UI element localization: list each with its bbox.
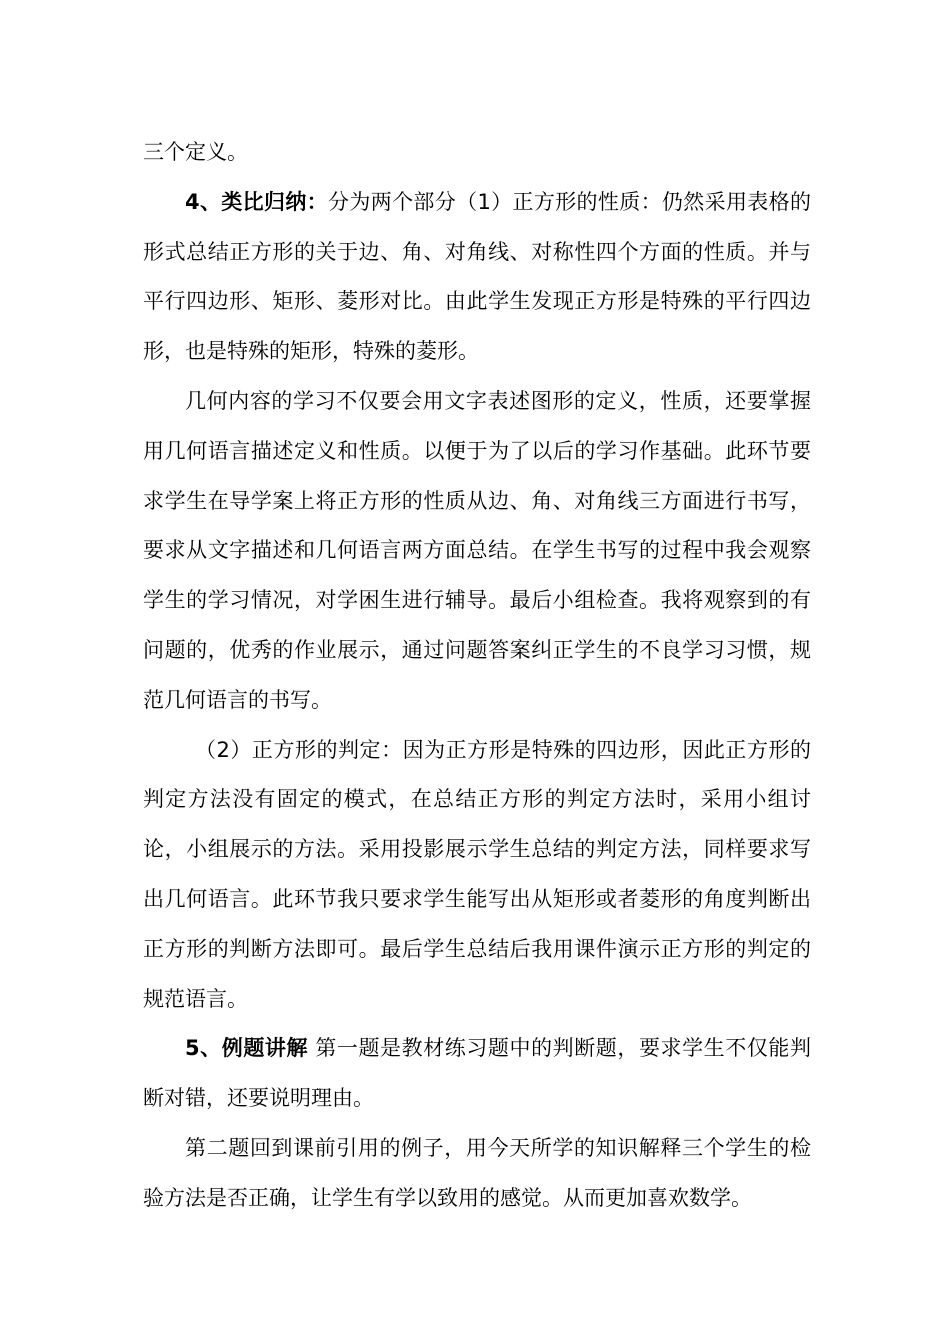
paragraph-examples-body: 第一题是教材练习题中的判断题，要求学生不仅能判断对错，还要说明理由。	[143, 1036, 811, 1111]
section-heading-examples: 5、例题讲解	[185, 1036, 309, 1061]
paragraph-geometry-language: 几何内容的学习不仅要会用文字表述图形的定义，性质，还要掌握用几何语言描述定义和性质。以便于为了以后的学习作基础。此环节要求学生在导学案上将正方形的性质从边、角、对角线三方面进行书写，要求从文字描述和几何语言两方面总结。在学生书写的过程中我会观察学生的学习情况，对学困生进行辅导。最后小组检查。我将观察到的有问题的，优秀的作业展示，通过问题答案纠正学生的不良学习习惯，规范几何语言的书写。	[143, 388, 811, 712]
paragraph-square-determination: （2）正方形的判定：因为正方形是特殊的四边形，因此正方形的判定方法没有固定的模式，在总结正方形的判定方法时，采用小组讨论，小组展示的方法。采用投影展示学生总结的判定方法，同样要求写出几何语言。此环节我只要求学生能写出从矩形或者菱形的角度判断出正方形的判断方法即可。最后学生总结后我用课件演示正方形的判定的规范语言。	[143, 737, 811, 1011]
paragraph-second-question: 第二题回到课前引用的例子，用今天所学的知识解释三个学生的检验方法是否正确，让学生有学以致用的感觉。从而更加喜欢数学。	[143, 1135, 811, 1210]
paragraph-analogy-summary	[143, 178, 811, 377]
paragraph-analogy-body: 分为两个部分（1）正方形的性质：仍然采用表格的形式总结正方形的关于边、角、对角线、对称性四个方面的性质。并与平行四边形、矩形、菱形对比。由此学生发现正方形是特殊的平行四边形，也是特殊的矩形，特殊的菱形。	[143, 189, 811, 364]
paragraph-continuation: 三个定义。	[143, 140, 248, 164]
section-heading-analogy: 4、类比归纳：	[185, 189, 329, 214]
document-page	[143, 128, 811, 1224]
paragraph-example-explanation	[143, 1024, 811, 1124]
